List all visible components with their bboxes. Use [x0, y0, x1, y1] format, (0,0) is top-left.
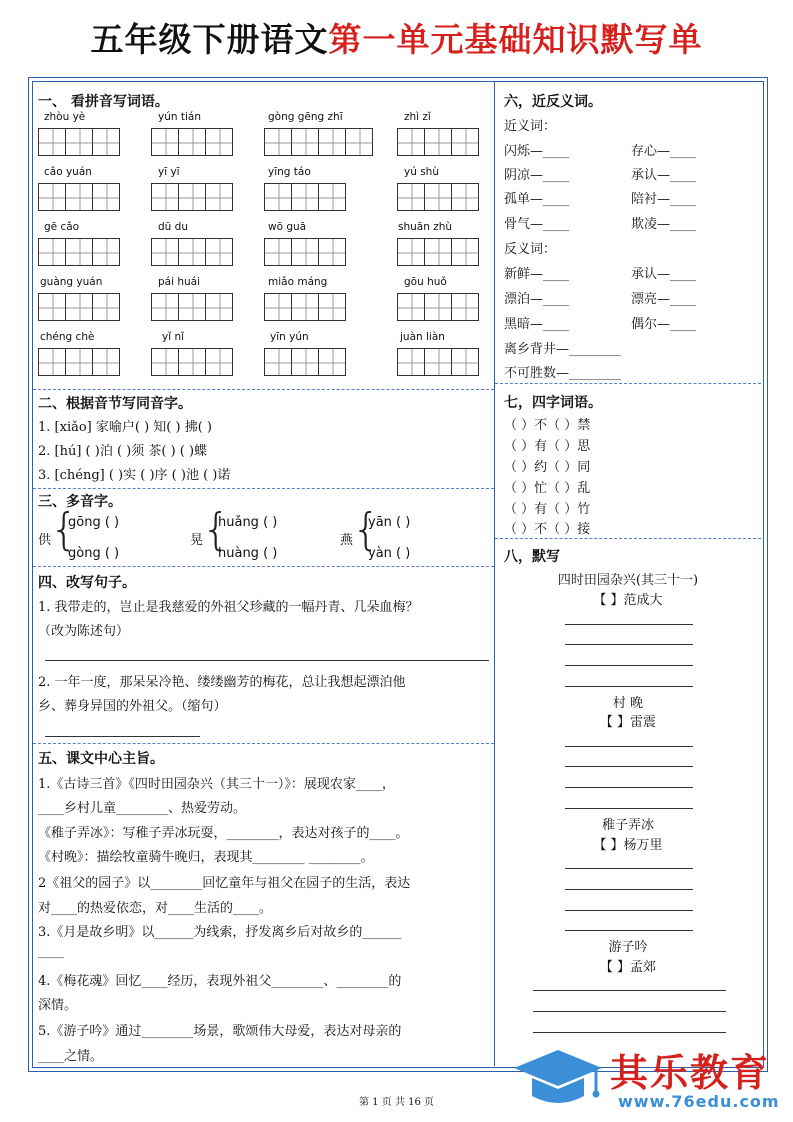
theme-line: ____乡村儿童________、热爱劳动。	[38, 801, 247, 816]
watermark-url: www.76edu.com	[618, 1092, 780, 1111]
synonym-item: 骨气—____	[504, 217, 570, 232]
write-box[interactable]	[451, 238, 479, 266]
write-box[interactable]	[291, 128, 319, 156]
antonym-label: 反义词：	[504, 242, 557, 257]
section-2-heading: 二、根据音节写同音字。	[38, 396, 192, 412]
divider	[33, 566, 494, 567]
polyphone-reading: gōng ( )	[68, 515, 120, 530]
write-box[interactable]	[451, 183, 479, 211]
theme-line: 5.《游子吟》通过________场景，歌颂伟大母爱，表达对母亲的	[38, 1024, 402, 1039]
pinyin-label: yún tián	[158, 111, 201, 123]
write-box[interactable]	[397, 348, 425, 376]
write-box[interactable]	[264, 183, 292, 211]
antonym-item: 承认—____	[631, 267, 697, 282]
answer-line[interactable]	[565, 889, 693, 890]
answer-line[interactable]	[533, 1032, 726, 1033]
pinyin-label: yú shù	[404, 166, 439, 178]
answer-line[interactable]	[565, 930, 693, 931]
antonym-item: 漂泊—____	[504, 292, 570, 307]
section-5-heading: 五、课文中心主旨。	[38, 751, 164, 767]
section-6-heading: 六，近反义词。	[504, 94, 602, 110]
polyphone-reading: yàn ( )	[368, 546, 411, 561]
section-4-heading: 四、改写句子。	[38, 575, 136, 591]
section-3-heading: 三、多音字。	[38, 494, 122, 510]
rewrite-question: 1. 我带走的，岂止是我慈爱的外祖父珍藏的一幅丹青、几朵血梅？	[38, 600, 419, 615]
page-footer: 第 1 页 共 16 页	[359, 1097, 434, 1108]
divider	[33, 389, 494, 390]
write-box[interactable]	[451, 128, 479, 156]
poem-author: 【 】雷震	[599, 715, 657, 730]
pinyin-label: zhòu yè	[44, 111, 86, 123]
answer-line[interactable]	[565, 644, 693, 645]
write-box[interactable]	[205, 238, 233, 266]
synonym-item: 阴凉—____	[504, 168, 570, 183]
homophone-line: 2. [hú] ( )泊 ( )须 茶( ) ( )蝶	[38, 444, 208, 459]
poem-author: 【 】杨万里	[593, 838, 663, 853]
brace: {	[352, 504, 380, 555]
four-char-item: （ ）有（ ）思	[504, 439, 591, 454]
write-box[interactable]	[92, 238, 120, 266]
write-box[interactable]	[65, 293, 93, 321]
write-box[interactable]	[151, 348, 179, 376]
answer-line[interactable]	[565, 746, 693, 747]
four-char-item: （ ）不（ ）接	[504, 522, 591, 537]
write-box[interactable]	[178, 348, 206, 376]
answer-line[interactable]	[45, 660, 489, 661]
polyphone-char: 晃	[190, 533, 204, 548]
idiom-item: 不可胜数—________	[504, 366, 622, 381]
homophone-line: 1. [xiǎo] 家喻户( ) 知( ) 拂( )	[38, 420, 212, 435]
write-box[interactable]	[151, 238, 179, 266]
section-7-heading: 七，四字词语。	[504, 395, 602, 411]
theme-line: 4.《梅花魂》回忆____经历，表现外祖父________、________的	[38, 974, 402, 989]
antonym-item: 新鲜—____	[504, 267, 570, 282]
write-box[interactable]	[205, 128, 233, 156]
theme-line: 2《祖父的园子》以________回忆童年与祖父在园子的生活，表达	[38, 876, 411, 891]
poem-title: 四时田园杂兴(其三十一)	[557, 573, 699, 588]
write-box[interactable]	[318, 348, 346, 376]
pinyin-label: gòng gēng zhī	[268, 111, 343, 123]
write-box[interactable]	[205, 348, 233, 376]
write-box[interactable]	[291, 348, 319, 376]
section-8-heading: 八，默写	[504, 549, 560, 565]
write-box[interactable]	[151, 128, 179, 156]
write-box[interactable]	[151, 183, 179, 211]
synonym-item: 陪衬—____	[631, 192, 697, 207]
write-box[interactable]	[178, 293, 206, 321]
write-box[interactable]	[291, 293, 319, 321]
pinyin-label: miǎo máng	[268, 276, 328, 288]
write-box[interactable]	[178, 238, 206, 266]
write-box[interactable]	[451, 293, 479, 321]
write-box[interactable]	[92, 183, 120, 211]
write-box[interactable]	[38, 348, 66, 376]
answer-line[interactable]	[533, 1011, 726, 1012]
write-box[interactable]	[65, 238, 93, 266]
answer-line[interactable]	[565, 868, 693, 869]
write-box[interactable]	[424, 183, 452, 211]
write-box[interactable]	[424, 293, 452, 321]
antonym-item: 黑暗—____	[504, 317, 570, 332]
polyphone-reading: huàng ( )	[218, 546, 278, 561]
write-box[interactable]	[65, 348, 93, 376]
answer-line[interactable]	[565, 808, 693, 809]
write-box[interactable]	[318, 293, 346, 321]
pinyin-label: juàn liàn	[400, 331, 445, 343]
theme-line: 深情。	[38, 998, 78, 1013]
divider	[495, 538, 761, 539]
write-box[interactable]	[92, 348, 120, 376]
write-box[interactable]	[318, 128, 346, 156]
write-box[interactable]	[264, 238, 292, 266]
synonym-item: 孤单—____	[504, 192, 570, 207]
write-box[interactable]	[38, 293, 66, 321]
write-box[interactable]	[65, 183, 93, 211]
write-box[interactable]	[291, 183, 319, 211]
pinyin-label: pái huái	[158, 276, 201, 288]
divider	[33, 488, 494, 489]
answer-line[interactable]	[533, 990, 726, 991]
poem-title: 村 晚	[612, 696, 644, 711]
write-box[interactable]	[205, 293, 233, 321]
pinyin-label: yī yī	[158, 166, 180, 178]
polyphone-reading: huǎng ( )	[218, 515, 278, 530]
write-box[interactable]	[264, 293, 292, 321]
four-char-item: （ ）有（ ）竹	[504, 502, 591, 517]
pinyin-label: gōu huǒ	[404, 276, 447, 288]
write-box[interactable]	[151, 293, 179, 321]
four-char-item: （ ）约（ ）同	[504, 460, 591, 475]
poem-title: 游子吟	[608, 940, 648, 955]
pinyin-label: zhì zǐ	[404, 111, 431, 123]
pinyin-label: guàng yuán	[40, 276, 103, 288]
answer-line[interactable]	[45, 736, 200, 737]
write-box[interactable]	[424, 238, 452, 266]
theme-line: 《稚子弄冰》：写稚子弄冰玩耍，________，表达对孩子的____。	[38, 826, 409, 841]
synonym-item: 存心—____	[631, 144, 697, 159]
pinyin-label: chéng chè	[40, 331, 95, 343]
write-box[interactable]	[38, 183, 66, 211]
write-box[interactable]	[424, 128, 452, 156]
write-box[interactable]	[92, 293, 120, 321]
four-char-item: （ ）不（ ）禁	[504, 418, 591, 433]
write-box[interactable]	[318, 238, 346, 266]
four-char-item: （ ）忙（ ）乱	[504, 481, 591, 496]
poem-title: 稚子弄冰	[601, 818, 654, 833]
write-box[interactable]	[345, 128, 373, 156]
write-box[interactable]	[318, 183, 346, 211]
rewrite-instruction: （改为陈述句）	[38, 624, 130, 639]
polyphone-char: 供	[38, 533, 52, 548]
write-box[interactable]	[397, 128, 425, 156]
write-box[interactable]	[424, 348, 452, 376]
pinyin-label: wō guā	[268, 221, 307, 233]
pinyin-label: gē cǎo	[44, 221, 80, 233]
write-box[interactable]	[205, 183, 233, 211]
polyphone-char: 燕	[340, 533, 354, 548]
theme-line: 《村晚》：描绘牧童骑牛晚归，表现其________ ________。	[38, 850, 374, 865]
poem-author: 【 】孟郊	[599, 960, 657, 975]
divider	[33, 743, 494, 744]
polyphone-reading: yān ( )	[368, 515, 411, 530]
synonym-label: 近义词：	[504, 119, 557, 134]
homophone-line: 3. [chéng] ( )实 ( )序 ( )池 ( )诺	[38, 468, 231, 483]
write-box[interactable]	[397, 293, 425, 321]
theme-line: 3.《月是故乡明》以______为线索，抒发离乡后对故乡的______	[38, 925, 402, 940]
write-box[interactable]	[264, 348, 292, 376]
answer-line[interactable]	[565, 910, 693, 911]
pinyin-label: yīn yún	[270, 331, 309, 343]
brace: {	[202, 504, 230, 555]
antonym-item: 偶尔—____	[631, 317, 697, 332]
page-title: 五年级下册语文第一单元基础知识默写单	[90, 20, 703, 59]
synonym-item: 闪烁—____	[504, 144, 570, 159]
synonym-item: 承认—____	[631, 168, 697, 183]
write-box[interactable]	[178, 183, 206, 211]
write-box[interactable]	[92, 128, 120, 156]
write-box[interactable]	[397, 183, 425, 211]
polyphone-reading: gòng ( )	[68, 546, 120, 561]
write-box[interactable]	[451, 348, 479, 376]
theme-line: ____	[38, 944, 64, 959]
section-1-heading: 一、 看拼音写词语。	[38, 94, 169, 110]
brace: {	[50, 504, 78, 555]
answer-line[interactable]	[565, 624, 693, 625]
answer-line[interactable]	[565, 686, 693, 687]
rewrite-instruction: 乡、葬身异国的外祖父。（缩句）	[38, 699, 227, 714]
pinyin-label: shuān zhù	[398, 221, 453, 233]
theme-line: 对____的热爱依恋，对____生活的____。	[38, 901, 273, 916]
write-box[interactable]	[178, 128, 206, 156]
pinyin-label: yīng táo	[268, 166, 311, 178]
pinyin-label: dū du	[158, 221, 188, 233]
watermark-name: 其乐教育	[610, 1051, 771, 1095]
pinyin-grid	[38, 111, 488, 386]
write-box[interactable]	[264, 128, 292, 156]
write-box[interactable]	[38, 128, 66, 156]
answer-line[interactable]	[565, 665, 693, 666]
divider	[495, 383, 761, 384]
theme-line: ____之情。	[38, 1049, 104, 1064]
answer-line[interactable]	[565, 766, 693, 767]
pinyin-label: cǎo yuán	[44, 166, 92, 178]
answer-line[interactable]	[565, 787, 693, 788]
idiom-item: 离乡背井—________	[504, 342, 622, 357]
write-box[interactable]	[38, 238, 66, 266]
write-box[interactable]	[65, 128, 93, 156]
pinyin-label: yǐ nǐ	[162, 331, 185, 343]
synonym-item: 欺凌—____	[631, 217, 697, 232]
write-box[interactable]	[291, 238, 319, 266]
theme-line: 1.《古诗三首》《四时田园杂兴（其三十一）》：展现农家____，	[38, 777, 395, 792]
antonym-item: 漂亮—____	[631, 292, 697, 307]
poem-author: 【 】范成大	[593, 593, 663, 608]
rewrite-question: 2. 一年一度，那呆呆冷艳、缕缕幽芳的梅花，总让我想起漂泊他	[38, 675, 406, 690]
write-box[interactable]	[397, 238, 425, 266]
